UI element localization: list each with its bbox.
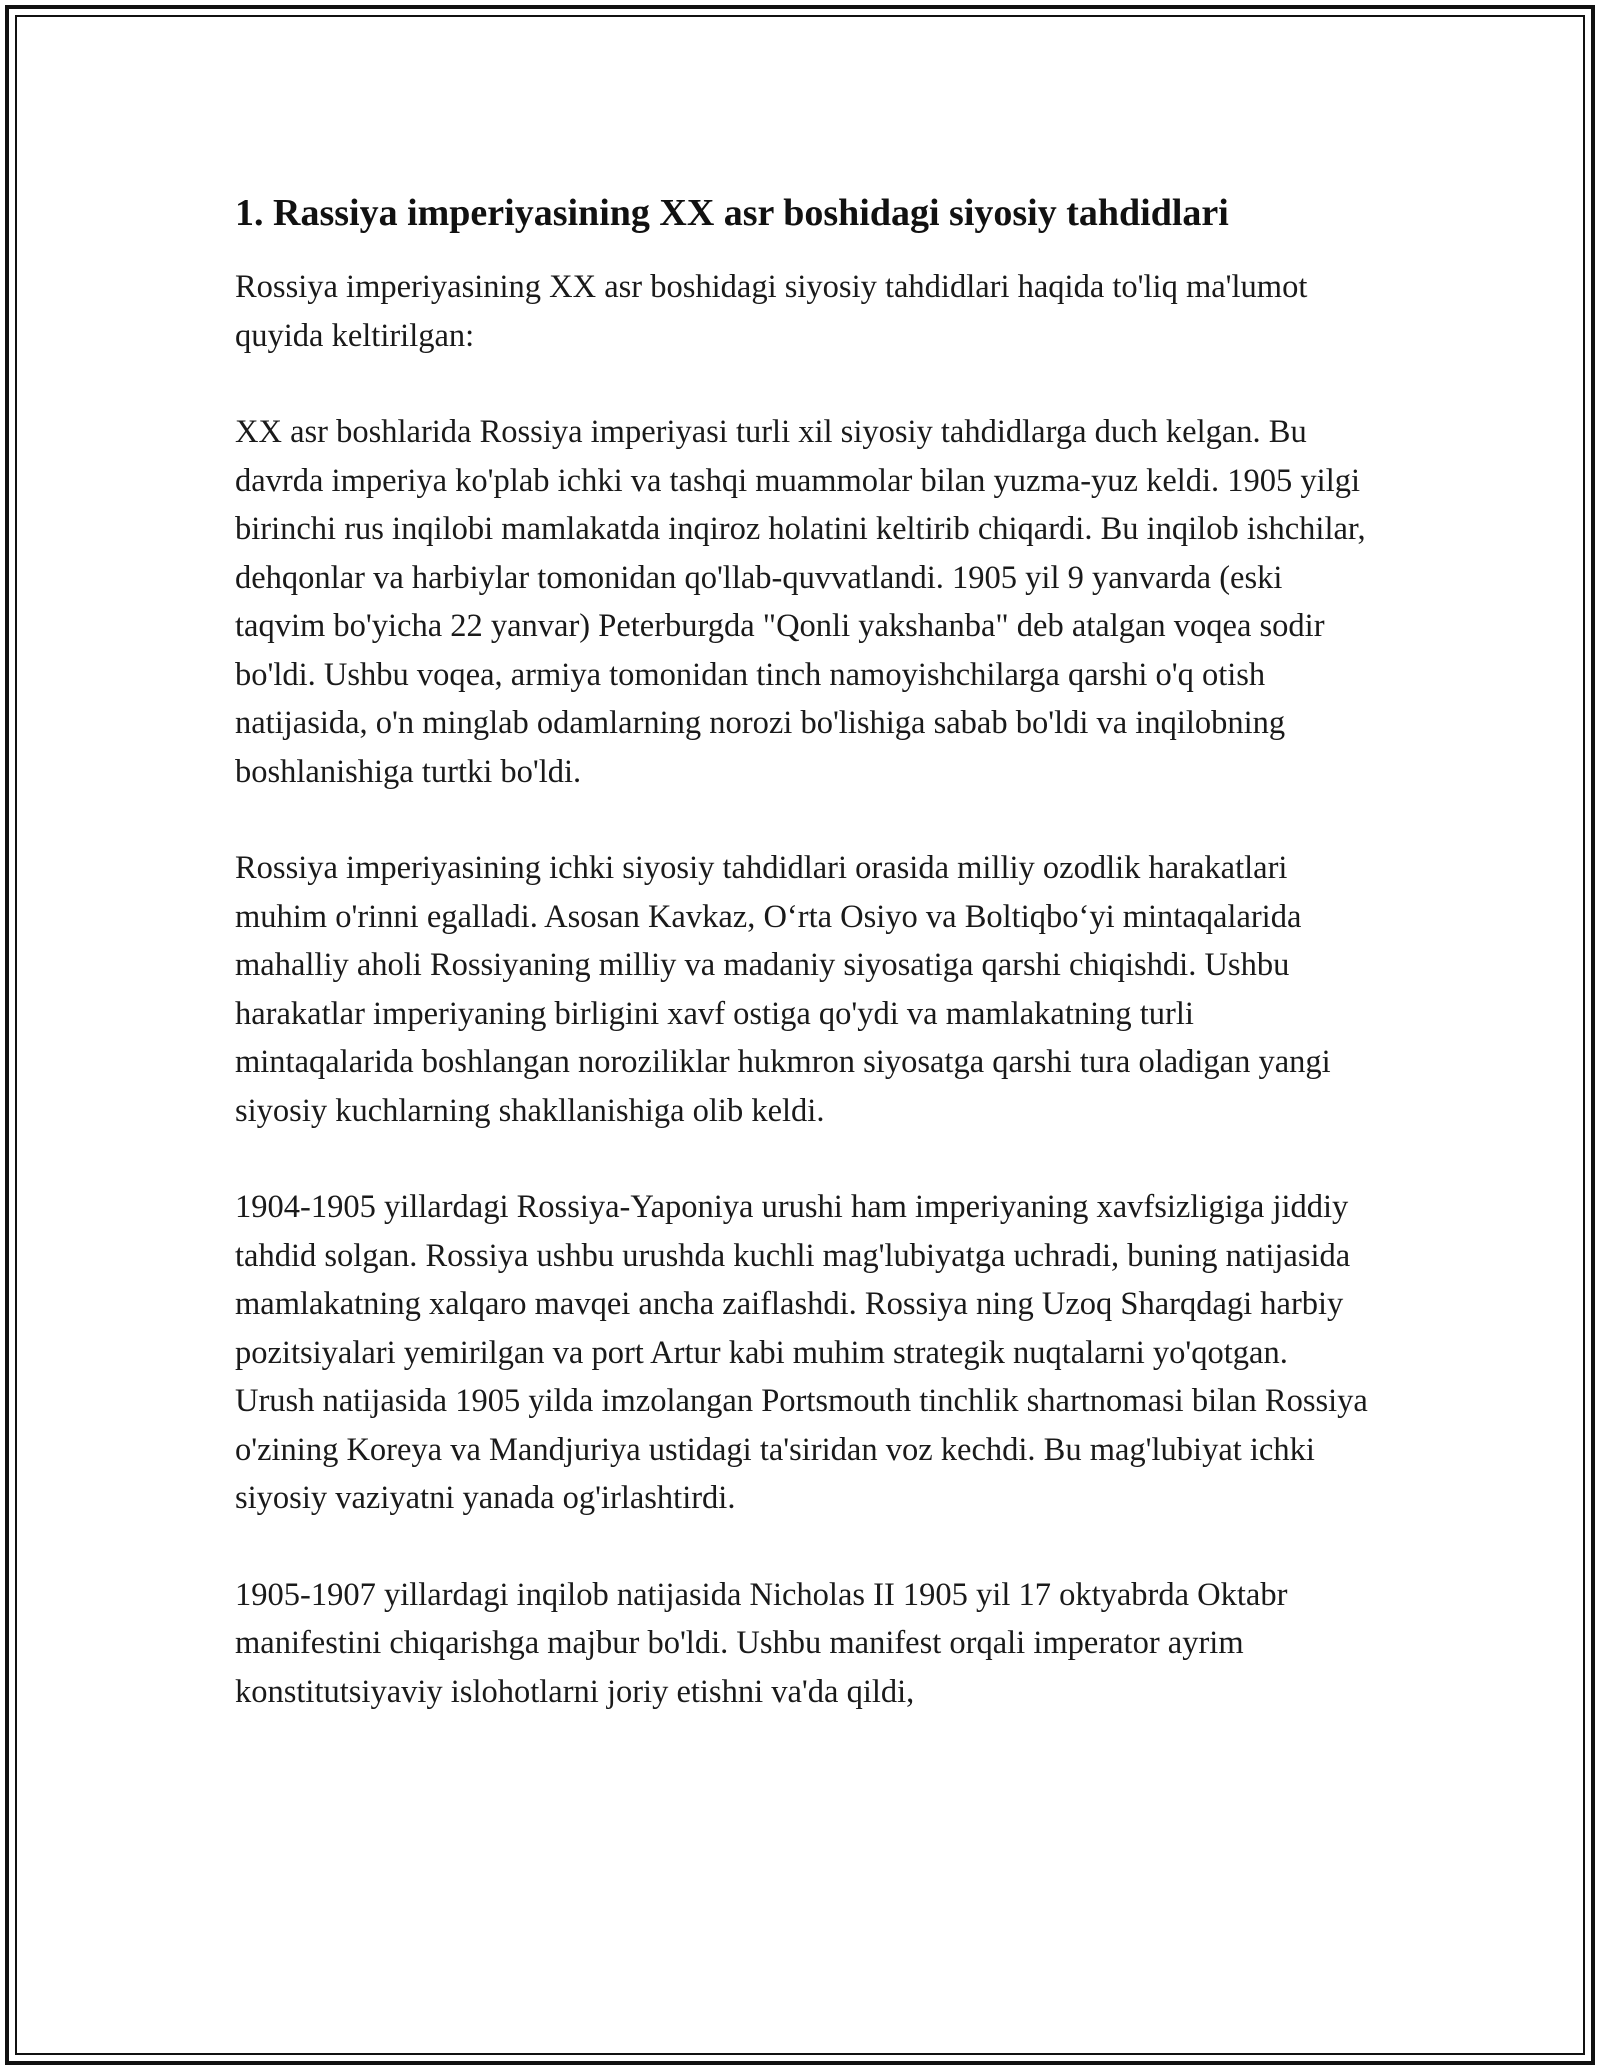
paragraph-national-movements: Rossiya imperiyasining ichki siyosiy tahdidlari orasida milliy ozodlik harakatlari muhim o'rinni egalladi. Asosan Kavkaz, O‘rta Osiyo va Boltiqbo‘yi mintaqalarida mahalliy aholi Rossiyaning milliy va madaniy siyosatiga qarshi chiqishdi. Ushbu harakatlar imperiyaning birligini xavf ostiga qo'ydi va mamlakatning turli mintaqalarida boshlangan noroziliklar hukmron siyosatga qarshi tura oladigan yangi siyosiy kuchlarning shakllanishiga olib keldi. [235, 850, 1331, 1129]
document-body [235, 185, 1375, 1716]
section-heading: 1. Rassiya imperiyasining XX asr boshidagi siyosiy tahdidlari [235, 192, 1229, 234]
paragraph-october-manifesto: 1905-1907 yillardagi inqilob natijasida Nicholas II 1905 yil 17 oktyabrda Oktabr manifestini chiqarishga majbur bo'ldi. Ushbu manifest orqali imperator ayrim konstitutsiyaviy islohotlarni joriy etishni va'da qildi, [235, 1576, 1288, 1710]
paragraph-intro: Rossiya imperiyasining XX asr boshidagi siyosiy tahdidlari haqida to'liq ma'lumot quyida keltirilgan: [235, 269, 1308, 354]
paragraph-revolution-1905: XX asr boshlarida Rossiya imperiyasi turli xil siyosiy tahdidlarga duch kelgan. Bu davrda imperiya ko'plab ichki va tashqi muammolar bilan yuzma-yuz keldi. 1905 yilgi birinchi rus inqilobi mamlakatda inqiroz holatini keltirib chiqardi. Bu inqilob ishchilar, dehqonlar va harbiylar tomonidan qo'llab-quvvatlandi. 1905 yil 9 yanvarda (eski taqvim bo'yicha 22 yanvar) Peterburgda "Qonli yakshanba" deb atalgan voqea sodir bo'ldi. Ushbu voqea, armiya tomonidan tinch namoyishchilarga qarshi o'q otish natijasida, o'n minglab odamlarning norozi bo'lishiga sabab bo'ldi va inqilobning boshlanishiga turtki bo'ldi. [235, 414, 1366, 790]
paragraph-russo-japanese-war: 1904-1905 yillardagi Rossiya-Yaponiya urushi ham imperiyaning xavfsizligiga jiddiy tahdid solgan. Rossiya ushbu urushda kuchli mag'lubiyatga uchradi, buning natijasida mamlakatning xalqaro mavqei ancha zaiflashdi. Rossiya ning Uzoq Sharqdagi harbiy pozitsiyalari yemirilgan va port Artur kabi muhim strategik nuqtalarni yo'qotgan. Urush natijasida 1905 yilda imzolangan Portsmouth tinchlik shartnomasi bilan Rossiya o'zining Koreya va Mandjuriya ustidagi ta'siridan voz kechdi. Bu mag'lubiyat ichki siyosiy vaziyatni yanada og'irlashtirdi. [235, 1189, 1368, 1516]
